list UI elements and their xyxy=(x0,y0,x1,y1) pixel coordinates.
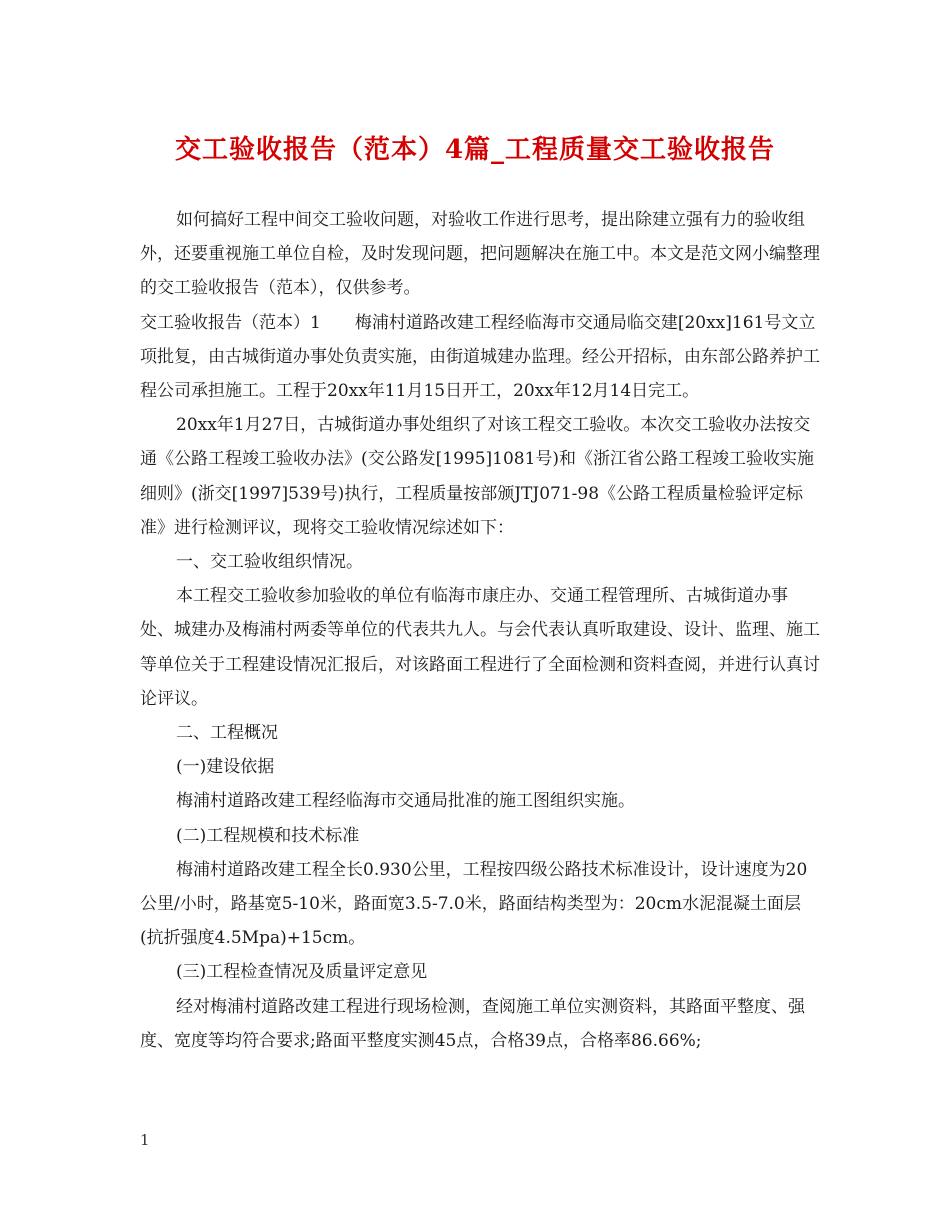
subheading-scale: (二)工程规模和技术标准 xyxy=(176,825,360,846)
section-heading-organization: 一、交工验收组织情况。 xyxy=(176,552,363,573)
paragraph-acceptance-basis: 20xx年1月27日，古城街道办事处组织了对该工程交工验收。本次交工验收办法按交通《公路工程竣工验收办法》(交公路发[1995]1081号)和《浙江省公路工程竣工验收实施细则》(浙交[1997]539号)执行，工程质量按部颁JTJ071-98《公路工程质量检验评定标准》进行检测评议，现将交工验收情况综述如下： xyxy=(140,415,815,538)
paragraph-scale: 梅浦村道路改建工程全长0.930公里，工程按四级公路技术标准设计，设计速度为20公里/小时，路基宽5-10米，路面宽3.5-7.0米，路面结构类型为：20cm水泥混凝土面层(抗折强度4.5Mpa)+15cm。 xyxy=(140,859,808,949)
paragraph-report-1: 交工验收报告（范本）1 梅浦村道路改建工程经临海市交通局临交建[20xx]161号文立项批复，由古城街道办事处负责实施，由街道城建办监理。经公开招标，由东部公路养护工程公司承担施工。工程于20xx年11月15日开工，20xx年12月14日完工。 xyxy=(140,312,820,402)
document-body xyxy=(140,203,820,1058)
paragraph-basis: 梅浦村道路改建工程经临海市交通局批准的施工图组织实施。 xyxy=(176,791,635,812)
document-title: 交工验收报告（范本）4篇_工程质量交工验收报告 xyxy=(174,135,776,165)
paragraph-intro: 如何搞好工程中间交工验收问题，对验收工作进行思考，提出除建立强有力的验收组外，还要重视施工单位自检，及时发现问题，把问题解决在施工中。本文是范文网小编整理的交工验收报告（范本），仅供参考。 xyxy=(140,210,820,299)
paragraph-inspection: 经对梅浦村道路改建工程进行现场检测，查阅施工单位实测资料，其路面平整度、强度、宽度等均符合要求;路面平整度实测45点，合格39点，合格率86.66%; xyxy=(140,996,805,1051)
subheading-basis: (一)建设依据 xyxy=(176,757,275,778)
page-number: 1 xyxy=(140,1131,150,1149)
subheading-inspection: (三)工程检查情况及质量评定意见 xyxy=(176,962,428,983)
paragraph-organization: 本工程交工验收参加验收的单位有临海市康庄办、交通工程管理所、古城街道办事处、城建办及梅浦村两委等单位的代表共九人。与会代表认真听取建设、设计、监理、施工等单位关于工程建设情况汇报后，对该路面工程进行了全面检测和资料查阅，并进行认真讨论评议。 xyxy=(140,586,820,709)
section-heading-overview: 二、工程概况 xyxy=(176,723,278,744)
